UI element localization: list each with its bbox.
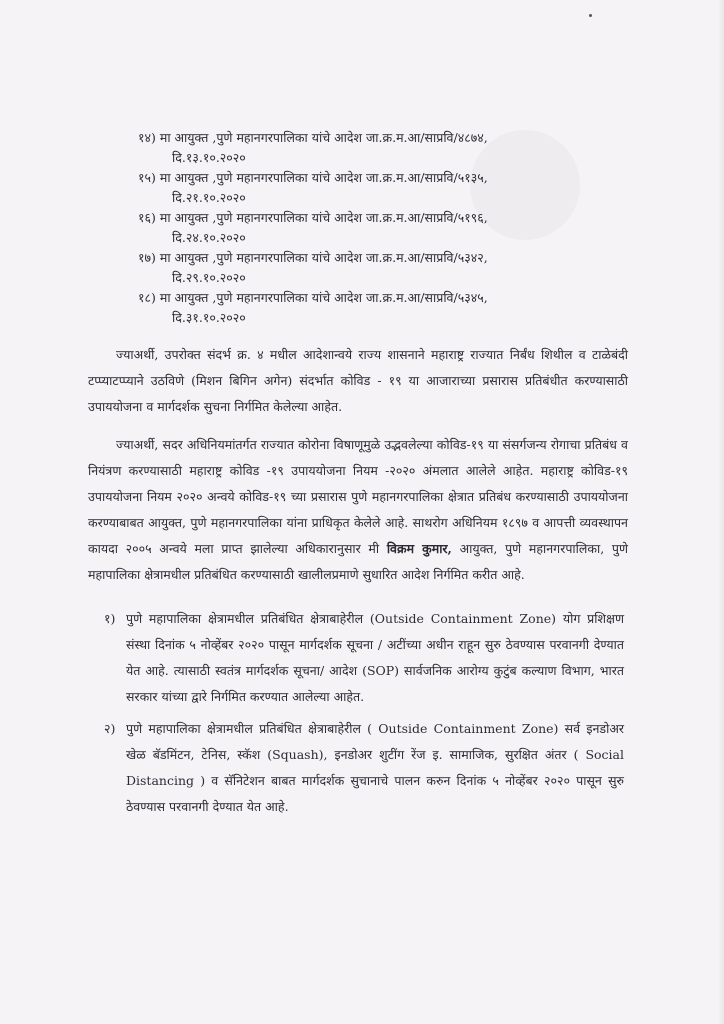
scan-speck <box>589 14 592 17</box>
paragraph-second-text-end: आयुक्त, पुणे महानगरपालिका, पुणे महापालिका क्षेत्रामधील प्रतिबंधित करण्यासाठी खालीलप्रमाणे सुधारित आदेश निर्गमित करीत आहे. <box>88 541 628 582</box>
paragraph-second <box>88 432 628 588</box>
reference-date: दि.१३.१०.२०२० <box>172 150 246 165</box>
order-item <box>104 716 624 820</box>
reference-text: १८) मा आयुक्त ,पुणे महानगरपालिका यांचे आदेश जा.क्र.म.आ/साप्रवि/५३४५, <box>138 290 488 305</box>
paragraph-first-text: ज्याअर्थी, उपरोक्त संदर्भ क्र. ४ मधील आदेशान्वये राज्य शासनाने महाराष्ट्र राज्यात निर्बंध शिथील व टाळेबंदी टप्प्याटप्प्याने उठविणे (मिशन बिगिन अगेन) संदर्भात कोविड - १९ या आजाराच्या प्रसारास प्रतिबंधीत करण्यासाठी उपाययोजना व मार्गदर्शक सुचना निर्गमित केलेल्या आहेत. <box>88 347 628 414</box>
order-item-number: १) <box>104 611 116 626</box>
reference-text: १५) मा आयुक्त ,पुणे महानगरपालिका यांचे आदेश जा.क्र.म.आ/साप्रवि/५१३५, <box>138 170 488 185</box>
order-items <box>104 606 624 826</box>
reference-list <box>138 128 598 328</box>
reference-text: १७) मा आयुक्त ,पुणे महानगरपालिका यांचे आदेश जा.क्र.म.आ/साप्रवि/५३४२, <box>138 250 488 265</box>
reference-text: १४) मा आयुक्त ,पुणे महानगरपालिका यांचे आदेश जा.क्र.म.आ/साप्रवि/४८७४, <box>138 130 488 145</box>
officer-name: विक्रम कुमार, <box>386 541 452 556</box>
reference-date: दि.२४.१०.२०२० <box>172 230 246 245</box>
order-item-text: पुणे महापालिका क्षेत्रामधील प्रतिबंधित क्षेत्राबाहेरील ( Outside Containment Zone) सर्व इनडोअर खेळ बॅडमिंटन, टेनिस, स्कॅश (Squash), इनडोअर शुटींग रेंज इ. सामाजिक, सुरक्षित अंतर ( Social Distancing ) व सॅनिटेशन बाबत मार्गदर्शक सुचानाचे पालन करुन दिनांक ५ नोव्हेंबर २०२० पासून सुरु ठेवण्यास परवानगी देण्यात येत आहे. <box>126 721 624 814</box>
order-item <box>104 606 624 710</box>
paragraph-first <box>88 342 628 420</box>
page-edge-shadow <box>718 0 724 1024</box>
reference-item <box>138 168 598 208</box>
paragraph-second-text: ज्याअर्थी, सदर अधिनियमांतर्गत राज्यात कोरोना विषाणूमुळे उद्भवलेल्या कोविड-१९ या संसर्गजन्य रोगाचा प्रतिबंध व नियंत्रण करण्यासाठी महाराष्ट्र कोविड -१९ उपाययोजना नियम -२०२० अंमलात आलेले आहेत. महाराष्ट्र कोविड-१९ उपाययोजना नियम २०२० अन्वये कोविड-१९ च्या प्रसारास पुणे महानगरपालिका क्षेत्रात प्रतिबंध करण्यासाठी उपाययोजना करण्याबाबत आयुक्त, पुणे महानगरपालिका यांना प्राधिकृत केलेले आहे. साथरोग अधिनियम १८९७ व आपत्ती व्यवस्थापन कायदा २००५ अन्वये मला प्राप्त झालेल्या अधिकारानुसार मी <box>88 437 628 556</box>
reference-date: दि.३१.१०.२०२० <box>172 310 246 325</box>
reference-item <box>138 288 598 328</box>
reference-date: दि.२१.१०.२०२० <box>172 190 246 205</box>
reference-item <box>138 208 598 248</box>
order-item-number: २) <box>104 721 116 736</box>
reference-text: १६) मा आयुक्त ,पुणे महानगरपालिका यांचे आदेश जा.क्र.म.आ/साप्रवि/५१९६, <box>138 210 488 225</box>
reference-item <box>138 248 598 288</box>
reference-date: दि.२९.१०.२०२० <box>172 270 246 285</box>
order-item-text: पुणे महापालिका क्षेत्रामधील प्रतिबंधित क्षेत्राबाहेरील (Outside Containment Zone) योग प्रशिक्षण संस्था दिनांक ५ नोव्हेंबर २०२० पासून मार्गदर्शक सूचना / अटींच्या अधीन राहून सुरु ठेवण्यास परवानगी देण्यात येत आहे. त्यासाठी स्वतंत्र मार्गदर्शक सूचना/ आदेश (SOP) सार्वजनिक आरोग्य कुटुंब कल्याण विभाग, भारत सरकार यांच्या द्वारे निर्गमित करण्यात आलेल्या आहेत. <box>126 611 624 704</box>
reference-item <box>138 128 598 168</box>
